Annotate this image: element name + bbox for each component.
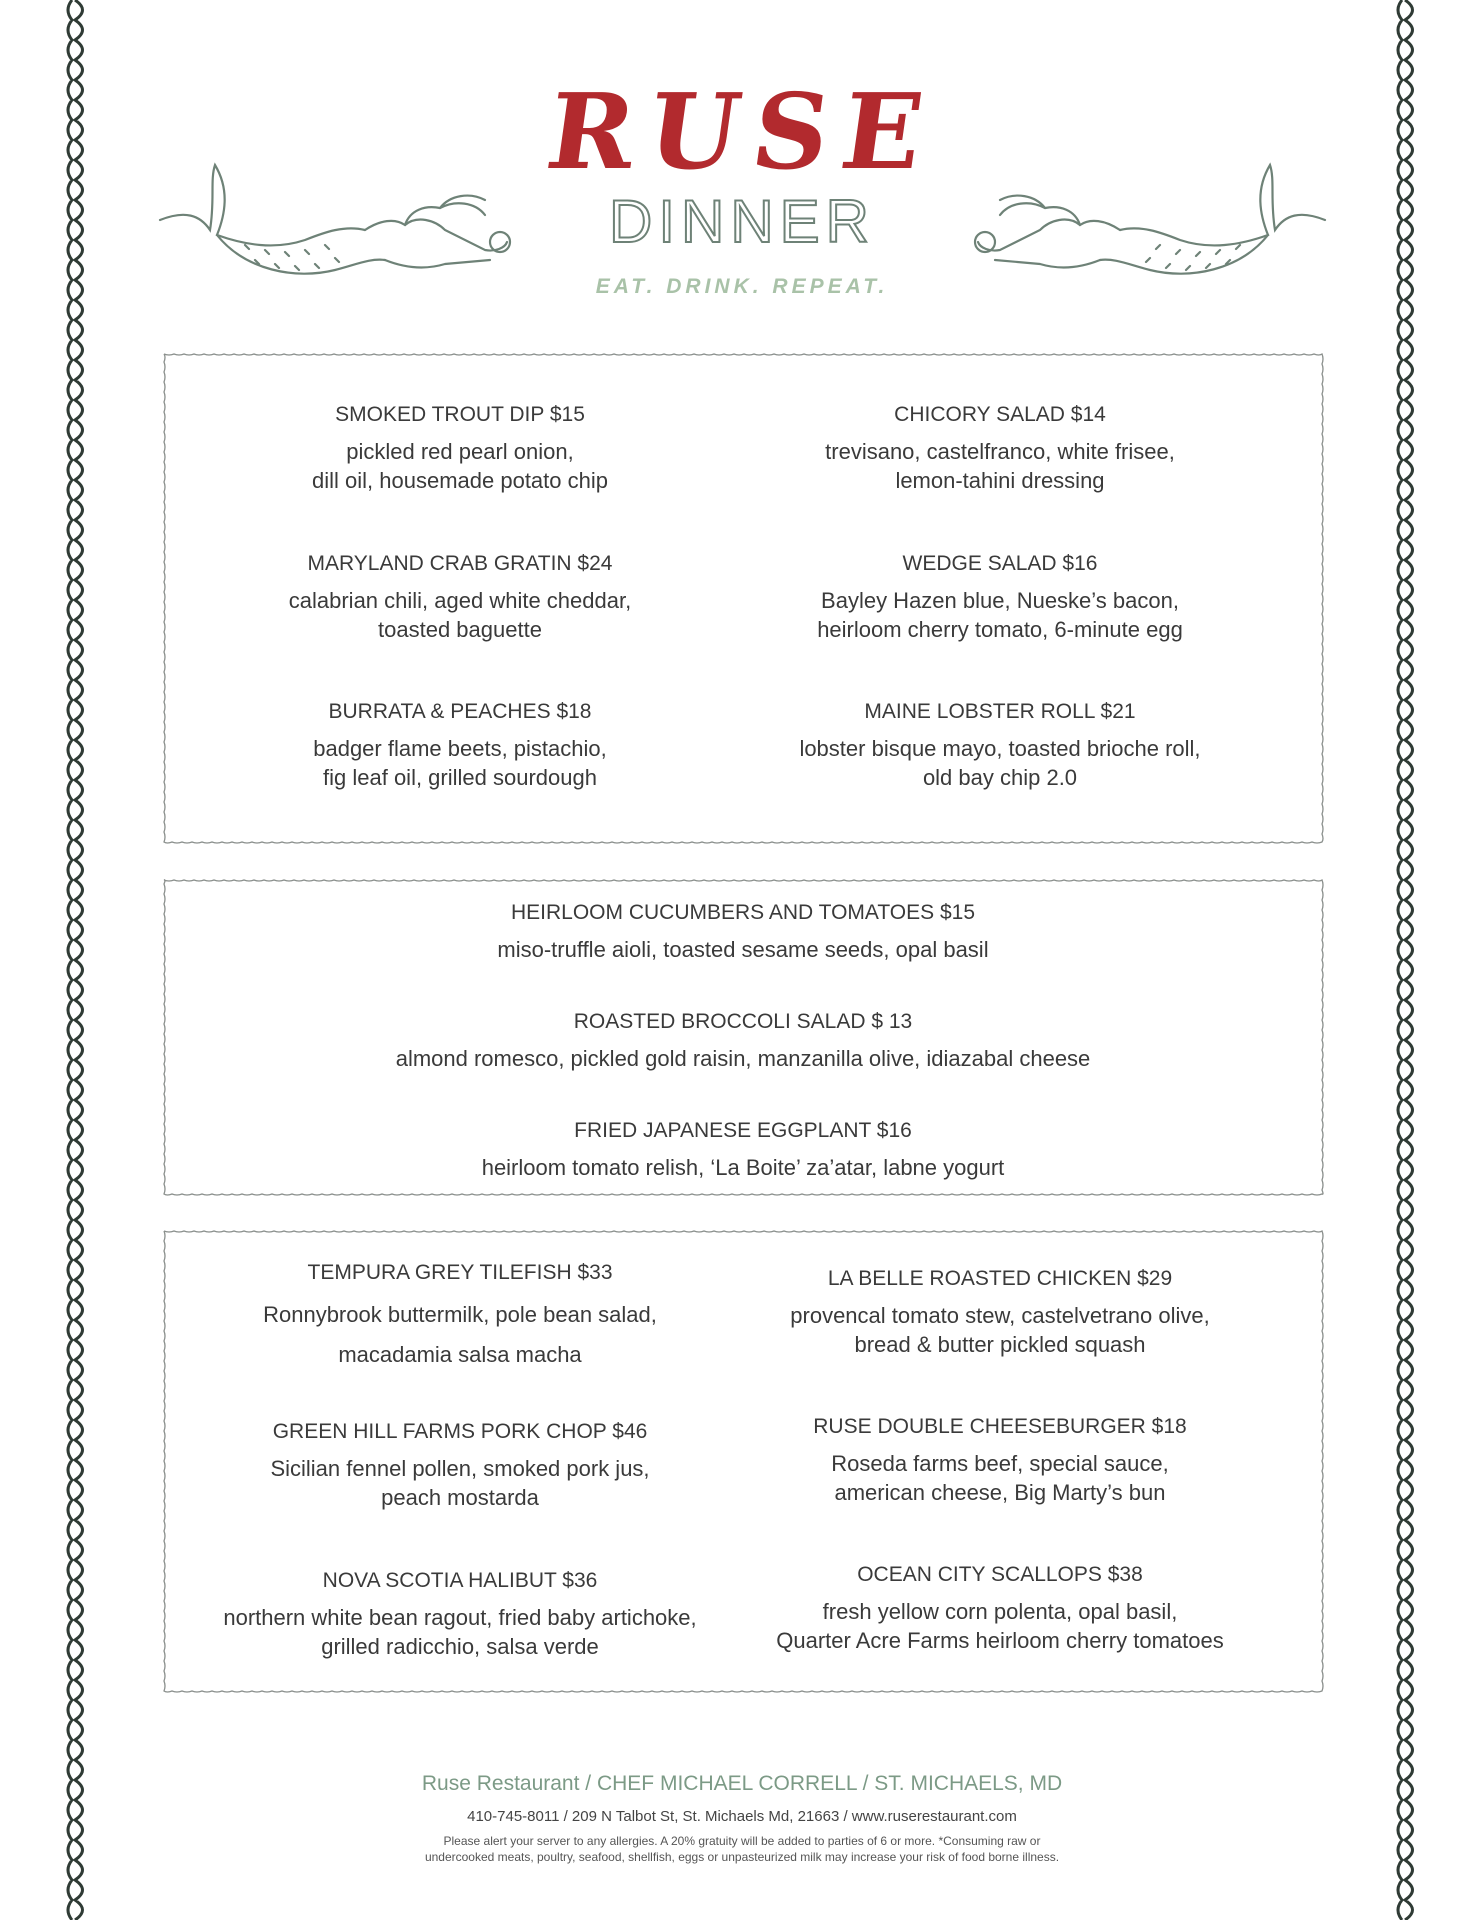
allergy-disclaimer: Please alert your server to any allergies. A 20% gratuity will be added to parties of 6 or more. *Consuming raw or undercooked meats, poultry, seafood, shellfish, eggs or unpasteurized milk may increase your risk of food borne illness. <box>424 1834 1060 1864</box>
item-description: pickled red pearl onion, dill oil, housemade potato chip <box>312 439 608 494</box>
item-name: BURRATA & PEACHES $18 <box>328 700 592 723</box>
item-description: calabrian chili, aged white cheddar, toasted baguette <box>288 588 632 643</box>
item-name: RUSE DOUBLE CHEESEBURGER $18 <box>813 1415 1187 1438</box>
item-description: Ronnybrook buttermilk, pole bean salad, macadamia salsa macha <box>263 1302 657 1368</box>
menu-item <box>700 699 1300 792</box>
menu-item <box>160 1260 760 1375</box>
contact-info: 410-745-8011 / 209 N Talbot St, St. Michaels Md, 21663 / www.ruserestaurant.com <box>467 1808 1017 1825</box>
menu-header <box>0 70 1484 310</box>
starters-section <box>160 350 1326 846</box>
item-description: Sicilian fennel pollen, smoked pork jus, peach mostarda <box>270 1456 650 1511</box>
item-description: miso-truffle aioli, toasted sesame seeds, opal basil <box>497 937 989 963</box>
item-name: NOVA SCOTIA HALIBUT $36 <box>322 1569 598 1592</box>
item-description: fresh yellow corn polenta, opal basil, Quarter Acre Farms heirloom cherry tomatoes <box>776 1599 1224 1654</box>
item-description: Bayley Hazen blue, Nueske’s bacon, heirloom cherry tomato, 6-minute egg <box>817 588 1183 643</box>
menu-item <box>160 551 760 644</box>
menu-item <box>160 699 760 792</box>
menu-item <box>160 1009 1326 1073</box>
item-name: OCEAN CITY SCALLOPS $38 <box>857 1563 1143 1586</box>
salads-section <box>160 876 1326 1198</box>
menu-item <box>160 1419 760 1512</box>
item-description: northern white bean ragout, fried baby artichoke, grilled radicchio, salsa verde <box>223 1605 697 1660</box>
restaurant-brand: RUSE <box>539 70 945 193</box>
mermaid-right-icon <box>970 160 1330 300</box>
item-name: WEDGE SALAD $16 <box>902 552 1098 575</box>
menu-footer <box>0 1772 1484 1865</box>
item-name: MARYLAND CRAB GRATIN $24 <box>307 552 613 575</box>
item-description: Roseda farms beef, special sauce, american cheese, Big Marty’s bun <box>831 1451 1169 1506</box>
menu-item <box>700 551 1300 644</box>
menu-subtitle: DINNER <box>608 188 875 255</box>
item-name: HEIRLOOM CUCUMBERS AND TOMATOES $15 <box>510 901 976 924</box>
menu-item <box>700 1414 1300 1507</box>
restaurant-credit: Ruse Restaurant / CHEF MICHAEL CORRELL / ST. MICHAELS, MD <box>421 1772 1063 1795</box>
item-description: heirloom tomato relish, ‘La Boite’ za’atar, labne yogurt <box>481 1155 1005 1181</box>
item-description: badger flame beets, pistachio, fig leaf oil, grilled sourdough <box>313 736 607 791</box>
menu-item <box>700 1562 1300 1655</box>
menu-tagline: EAT. DRINK. REPEAT. <box>595 275 889 298</box>
menu-item <box>700 1266 1300 1359</box>
item-description: almond romesco, pickled gold raisin, manzanilla olive, idiazabal cheese <box>395 1046 1091 1072</box>
item-name: FRIED JAPANESE EGGPLANT $16 <box>574 1119 912 1142</box>
item-name: CHICORY SALAD $14 <box>894 403 1106 426</box>
item-name: ROASTED BROCCOLI SALAD $ 13 <box>573 1010 913 1033</box>
mains-section <box>160 1227 1326 1695</box>
item-name: SMOKED TROUT DIP $15 <box>335 403 585 426</box>
menu-item <box>160 402 760 495</box>
item-name: MAINE LOBSTER ROLL $21 <box>864 700 1136 723</box>
menu-item <box>160 1118 1326 1182</box>
menu-item <box>700 402 1300 495</box>
menu-item <box>160 900 1326 964</box>
menu-item <box>160 1568 760 1661</box>
item-description: lobster bisque mayo, toasted brioche roll, old bay chip 2.0 <box>799 736 1201 791</box>
item-name: GREEN HILL FARMS PORK CHOP $46 <box>272 1420 648 1443</box>
item-description: provencal tomato stew, castelvetrano olive, bread & butter pickled squash <box>790 1303 1210 1358</box>
item-description: trevisano, castelfranco, white frisee, lemon-tahini dressing <box>825 439 1175 494</box>
item-name: LA BELLE ROASTED CHICKEN $29 <box>827 1267 1173 1290</box>
item-name: TEMPURA GREY TILEFISH $33 <box>307 1261 613 1284</box>
